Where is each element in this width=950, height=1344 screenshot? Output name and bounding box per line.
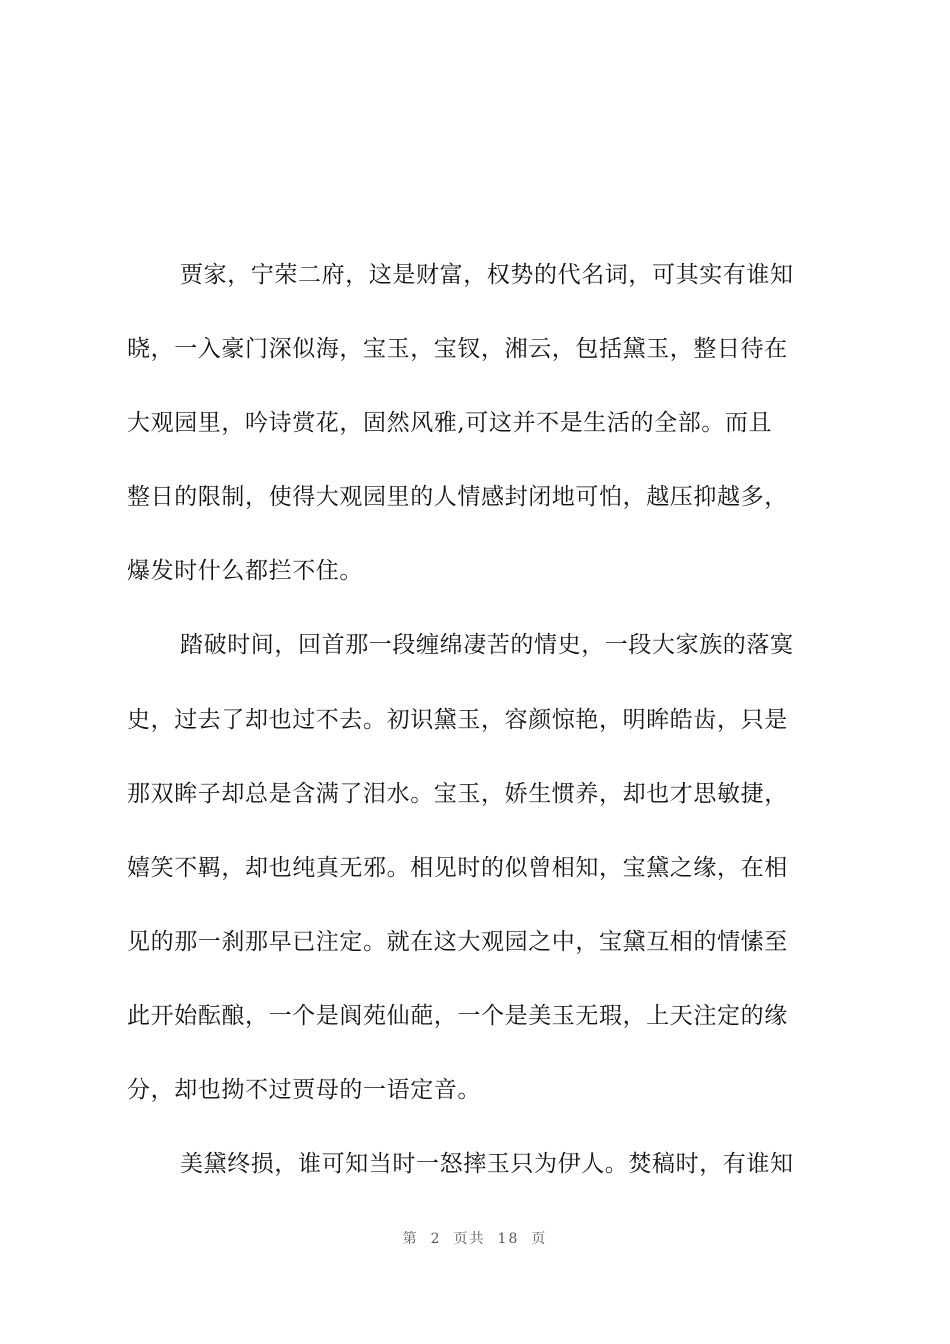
- paragraph-2-line-3: 那双眸子却总是含满了泪水。宝玉，娇生惯养，却也才思敏捷，: [127, 781, 788, 807]
- footer-prefix: 第: [402, 1231, 419, 1247]
- footer-total-pages: 18: [497, 1231, 520, 1247]
- paragraph-1-line-3: 大观园里，吟诗赏花，固然风雅,可这并不是生活的全部。而且: [127, 410, 773, 436]
- footer-middle: 页共: [453, 1231, 486, 1247]
- paragraph-1-line-2: 晓，一入豪门深似海，宝玉，宝钗，湘云，包括黛玉，整日待在: [127, 336, 788, 362]
- footer-suffix: 页: [531, 1231, 548, 1247]
- paragraph-3-line-1: 美黛终损，谁可知当时一怒摔玉只为伊人。焚稿时，有谁知: [180, 1151, 794, 1177]
- paragraph-2-line-4: 嬉笑不羁，却也纯真无邪。相见时的似曾相知，宝黛之缘，在相: [127, 855, 788, 881]
- paragraph-2-line-7: 分，却也拗不过贾母的一语定音。: [127, 1077, 481, 1103]
- paragraph-2-line-2: 史，过去了却也过不去。初识黛玉，容颜惊艳，明眸皓齿，只是: [127, 707, 788, 733]
- paragraph-2-line-5: 见的那一刹那早已注定。就在这大观园之中，宝黛互相的情愫至: [127, 929, 788, 955]
- paragraph-1-line-1: 贾家，宁荣二府，这是财富，权势的代名词，可其实有谁知: [180, 262, 794, 288]
- footer-page-number: 2: [430, 1231, 442, 1247]
- paragraph-1-line-5: 爆发时什么都拦不住。: [127, 558, 363, 584]
- page-footer: [0, 1228, 950, 1248]
- paragraph-2-line-6: 此开始酝酿，一个是阆苑仙葩，一个是美玉无瑕，上天注定的缘: [127, 1003, 788, 1029]
- paragraph-1-line-4: 整日的限制，使得大观园里的人情感封闭地可怕，越压抑越多，: [127, 484, 788, 510]
- paragraph-2-line-1: 踏破时间，回首那一段缠绵凄苦的情史，一段大家族的落寞: [180, 632, 794, 658]
